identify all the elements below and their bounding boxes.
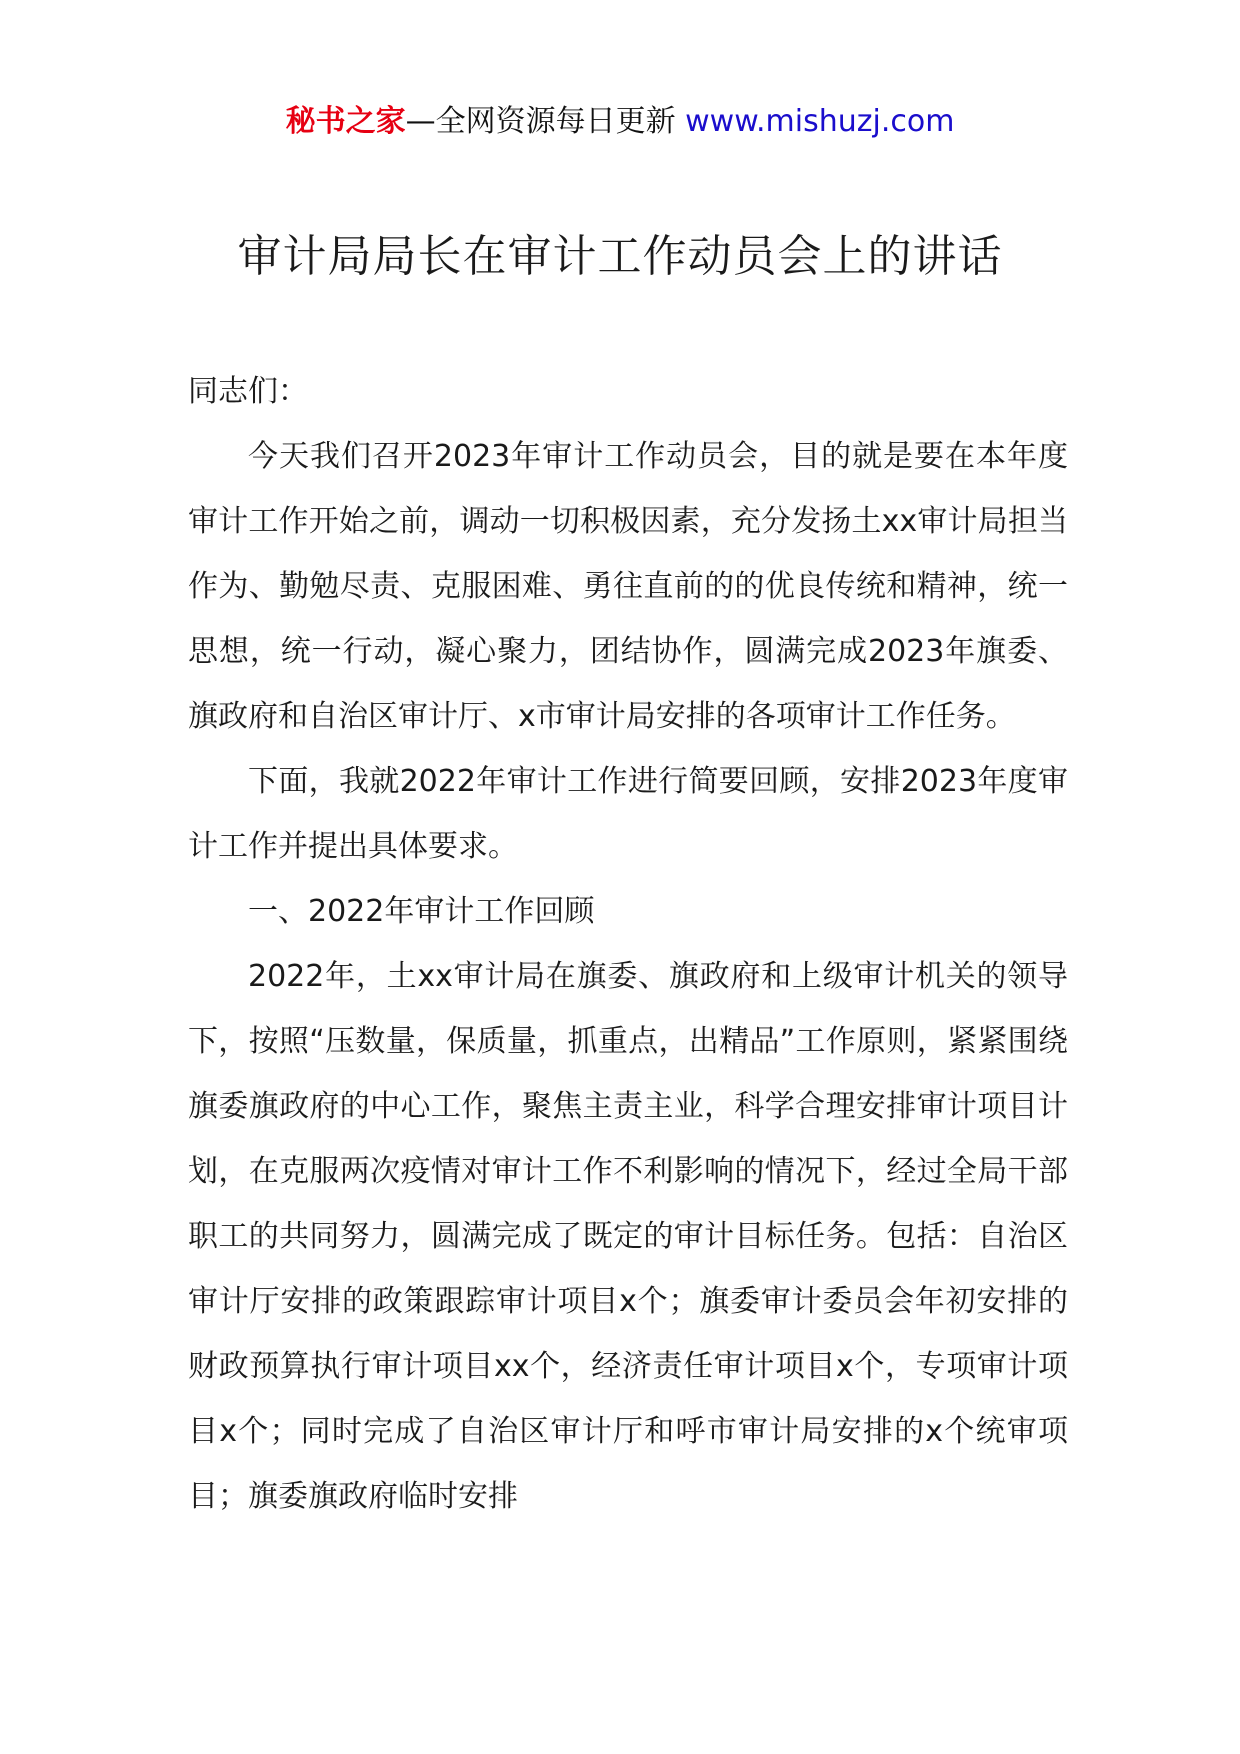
paragraph-intro: 今天我们召开2023年审计工作动员会，目的就是要在本年度审计工作开始之前，调动一切积极因素，充分发扬土xx审计局担当作为、勤勉尽责、克服困难、勇往直前的的优良传统和精神，统一思想，统一行动，凝心聚力，团结协作，圆满完成2023年旗委、旗政府和自治区审计厅、x市审计局安排的各项审计工作任务。	[188, 439, 1068, 734]
document-body	[188, 359, 1068, 1529]
salutation: 同志们：	[188, 374, 308, 409]
site-header	[0, 100, 1240, 144]
paragraph-outline: 下面，我就2022年审计工作进行简要回顾，安排2023年度审计工作并提出具体要求。	[188, 764, 1068, 864]
brand-name: 秘书之家	[285, 104, 406, 139]
site-url-link[interactable]: www.mishuzj.com	[685, 104, 955, 139]
header-tagline: —全网资源每日更新	[405, 104, 676, 139]
paragraph-review: 2022年，土xx审计局在旗委、旗政府和上级审计机关的领导下，按照“压数量，保质量，抓重点，出精品”工作原则，紧紧围绕旗委旗政府的中心工作，聚焦主责主业，科学合理安排审计项目计划，在克服两次疫情对审计工作不利影响的情况下，经过全局干部职工的共同努力，圆满完成了既定的审计目标任务。包括：自治区审计厅安排的政策跟踪审计项目x个；旗委审计委员会年初安排的财政预算执行审计项目xx个，经济责任审计项目x个，专项审计项目x个；同时完成了自治区审计厅和呼市审计局安排的x个统审项目；旗委旗政府临时安排	[188, 959, 1068, 1514]
section-heading: 一、2022年审计工作回顾	[248, 894, 595, 929]
document-title: 审计局局长在审计工作动员会上的讲话	[237, 231, 1003, 282]
